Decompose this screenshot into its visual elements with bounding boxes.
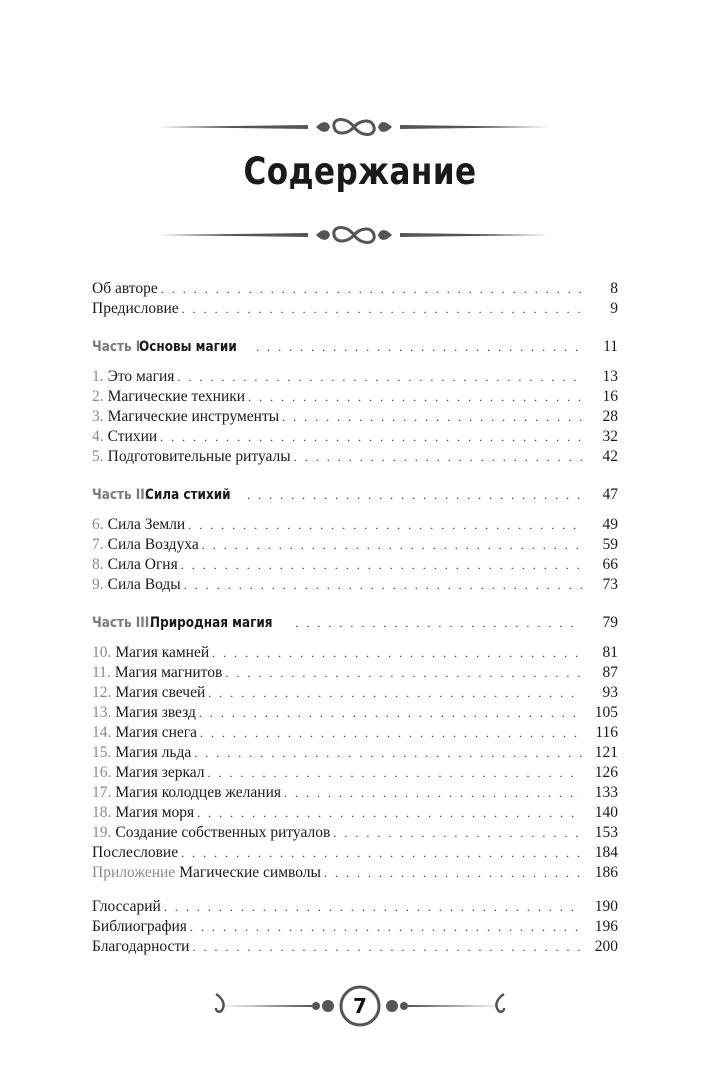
dot-leader (199, 703, 582, 723)
dot-leader (212, 643, 582, 663)
dot-leader (295, 613, 582, 633)
toc-chapter[interactable] (92, 763, 618, 783)
toc-entry-bibliography[interactable] (92, 917, 618, 937)
part-label: Часть I. (92, 339, 145, 355)
part-title: Основы магии (139, 339, 238, 355)
entry-page: 81 (602, 644, 618, 661)
entry-page: 190 (594, 898, 618, 915)
chapter-number: 6. (92, 516, 104, 533)
chapter-number: 15. (92, 744, 112, 761)
chapter-number: 9. (92, 576, 104, 593)
entry-page: 59 (602, 536, 618, 553)
toc-part-3[interactable] (92, 613, 618, 635)
appendix-prefix: Приложение (92, 864, 176, 881)
chapter-number: 3. (92, 408, 104, 425)
toc-part-2[interactable] (92, 485, 618, 507)
part-label: Часть III. (92, 615, 154, 631)
toc-chapter[interactable] (92, 803, 618, 823)
entry-label: Магия моря (115, 804, 195, 821)
toc-entry-appendix[interactable] (92, 863, 618, 883)
toc-chapter[interactable] (92, 367, 618, 387)
toc-chapter[interactable] (92, 703, 618, 723)
dot-leader (208, 683, 582, 703)
chapter-number: 7. (92, 536, 104, 553)
entry-label: Магия льда (115, 744, 192, 761)
dot-leader (225, 663, 582, 683)
entry-label: Сила Воздуха (107, 536, 199, 553)
spacer (92, 883, 618, 897)
toc-entry-acknowledgements[interactable] (92, 937, 618, 957)
toc-chapter[interactable] (92, 663, 618, 683)
entry-label: Магия колодцев желания (115, 784, 281, 801)
entry-label: Предисловие (92, 300, 179, 317)
entry-label: Глоссарий (92, 898, 161, 915)
entry-page: 153 (594, 824, 618, 841)
toc-chapter[interactable] (92, 575, 618, 595)
dot-leader (182, 299, 582, 319)
dot-leader (164, 897, 582, 917)
chapter-number: 5. (92, 448, 104, 465)
toc-chapter[interactable] (92, 535, 618, 555)
dot-leader (161, 279, 582, 299)
entry-page: 66 (602, 556, 618, 573)
dot-leader (184, 575, 582, 595)
toc-entry-preface[interactable] (92, 299, 618, 319)
dot-leader (177, 367, 582, 387)
chapter-number: 1. (92, 368, 104, 385)
entry-label: Магия снега (115, 724, 197, 741)
entry-label: Послесловие (92, 844, 179, 861)
dot-leader (202, 535, 582, 555)
chapter-number: 10. (92, 644, 112, 661)
dot-leader (160, 427, 582, 447)
ornament-divider-top-icon (158, 114, 550, 140)
dot-leader (194, 743, 582, 763)
chapter-number: 14. (92, 724, 112, 741)
toc-entry-glossary[interactable] (92, 897, 618, 917)
entry-page: 49 (602, 516, 618, 533)
entry-page: 200 (594, 938, 618, 955)
entry-page: 126 (594, 764, 618, 781)
entry-label: Магические символы (179, 864, 321, 881)
entry-label: Магия звезд (115, 704, 196, 721)
entry-label: Создание собственных ритуалов (115, 824, 331, 841)
chapter-number: 8. (92, 556, 104, 573)
dot-leader (284, 783, 582, 803)
entry-label: Это магия (107, 368, 175, 385)
dot-leader (190, 917, 582, 937)
entry-page: 73 (602, 576, 618, 593)
chapter-number: 4. (92, 428, 104, 445)
chapter-number: 12. (92, 684, 112, 701)
entry-label: Сила Воды (107, 576, 181, 593)
chapter-number: 13. (92, 704, 112, 721)
dot-leader (256, 337, 582, 357)
dot-leader (181, 843, 582, 863)
entry-label: Магические инструменты (107, 408, 280, 425)
toc-chapter[interactable] (92, 683, 618, 703)
dot-leader (188, 515, 582, 535)
entry-page: 105 (594, 704, 618, 721)
part-title: Природная магия (149, 615, 273, 631)
toc-chapter[interactable] (92, 723, 618, 743)
entry-page: 184 (594, 844, 618, 861)
entry-page: 186 (594, 864, 618, 881)
toc-entry-afterword[interactable] (92, 843, 618, 863)
dot-leader (192, 937, 582, 957)
entry-page: 32 (602, 428, 618, 445)
entry-page: 140 (594, 804, 618, 821)
entry-page: 196 (594, 918, 618, 935)
chapter-number: 17. (92, 784, 112, 801)
chapter-number: 19. (92, 824, 112, 841)
part-title: Сила стихий (144, 487, 231, 503)
entry-label: Об авторе (92, 280, 158, 297)
dot-leader (324, 863, 582, 883)
dot-leader (208, 763, 583, 783)
chapter-number: 11. (92, 664, 111, 681)
entry-label: Магия свечей (115, 684, 206, 701)
part-label: Часть II. (92, 487, 150, 503)
toc-chapter[interactable] (92, 407, 618, 427)
toc-chapter[interactable] (92, 447, 618, 467)
toc-chapter[interactable] (92, 743, 618, 763)
entry-page: 8 (610, 280, 618, 297)
toc-chapter[interactable] (92, 783, 618, 803)
dot-leader (294, 447, 582, 467)
entry-page: 87 (602, 664, 618, 681)
dot-leader (197, 803, 582, 823)
toc-chapter[interactable] (92, 643, 618, 663)
toc-part-1[interactable] (92, 337, 618, 359)
chapter-number: 16. (92, 764, 112, 781)
entry-label: Сила Огня (107, 556, 178, 573)
entry-page: 121 (594, 744, 618, 761)
chapter-number: 2. (92, 388, 104, 405)
entry-label: Магические техники (107, 388, 246, 405)
page-number: 7 (353, 994, 367, 1018)
page-footer (212, 984, 508, 1028)
entry-label: Благодарности (92, 938, 190, 955)
dot-leader (181, 555, 582, 575)
entry-label: Стихии (107, 428, 158, 445)
dot-leader (200, 723, 582, 743)
ornament-divider-bottom-icon (158, 222, 550, 248)
toc-chapter[interactable] (92, 823, 618, 843)
entry-label: Магия зеркал (115, 764, 205, 781)
entry-label: Магия камней (115, 644, 210, 661)
entry-page: 16 (602, 388, 618, 405)
entry-page: 11 (603, 338, 618, 355)
toc-entry-about-author[interactable] (92, 279, 618, 299)
dot-leader (247, 485, 582, 505)
table-of-contents (92, 279, 618, 957)
entry-page: 47 (602, 486, 618, 503)
page-title: Содержание (243, 150, 477, 193)
entry-page: 93 (602, 684, 618, 701)
entry-page: 133 (594, 784, 618, 801)
toc-chapter[interactable] (92, 427, 618, 447)
toc-chapter[interactable] (92, 387, 618, 407)
entry-page: 42 (602, 448, 618, 465)
entry-page: 28 (602, 408, 618, 425)
entry-page: 116 (595, 724, 618, 741)
entry-page: 13 (602, 368, 618, 385)
entry-label: Магия магнитов (114, 664, 223, 681)
entry-page: 79 (602, 614, 618, 631)
entry-page: 9 (610, 300, 618, 317)
dot-leader (248, 387, 582, 407)
chapter-number: 18. (92, 804, 112, 821)
dot-leader (333, 823, 582, 843)
dot-leader (282, 407, 582, 427)
toc-chapter[interactable] (92, 515, 618, 535)
entry-label: Библиография (92, 918, 187, 935)
entry-label: Подготовительные ритуалы (107, 448, 291, 465)
toc-chapter[interactable] (92, 555, 618, 575)
entry-label: Сила Земли (107, 516, 186, 533)
